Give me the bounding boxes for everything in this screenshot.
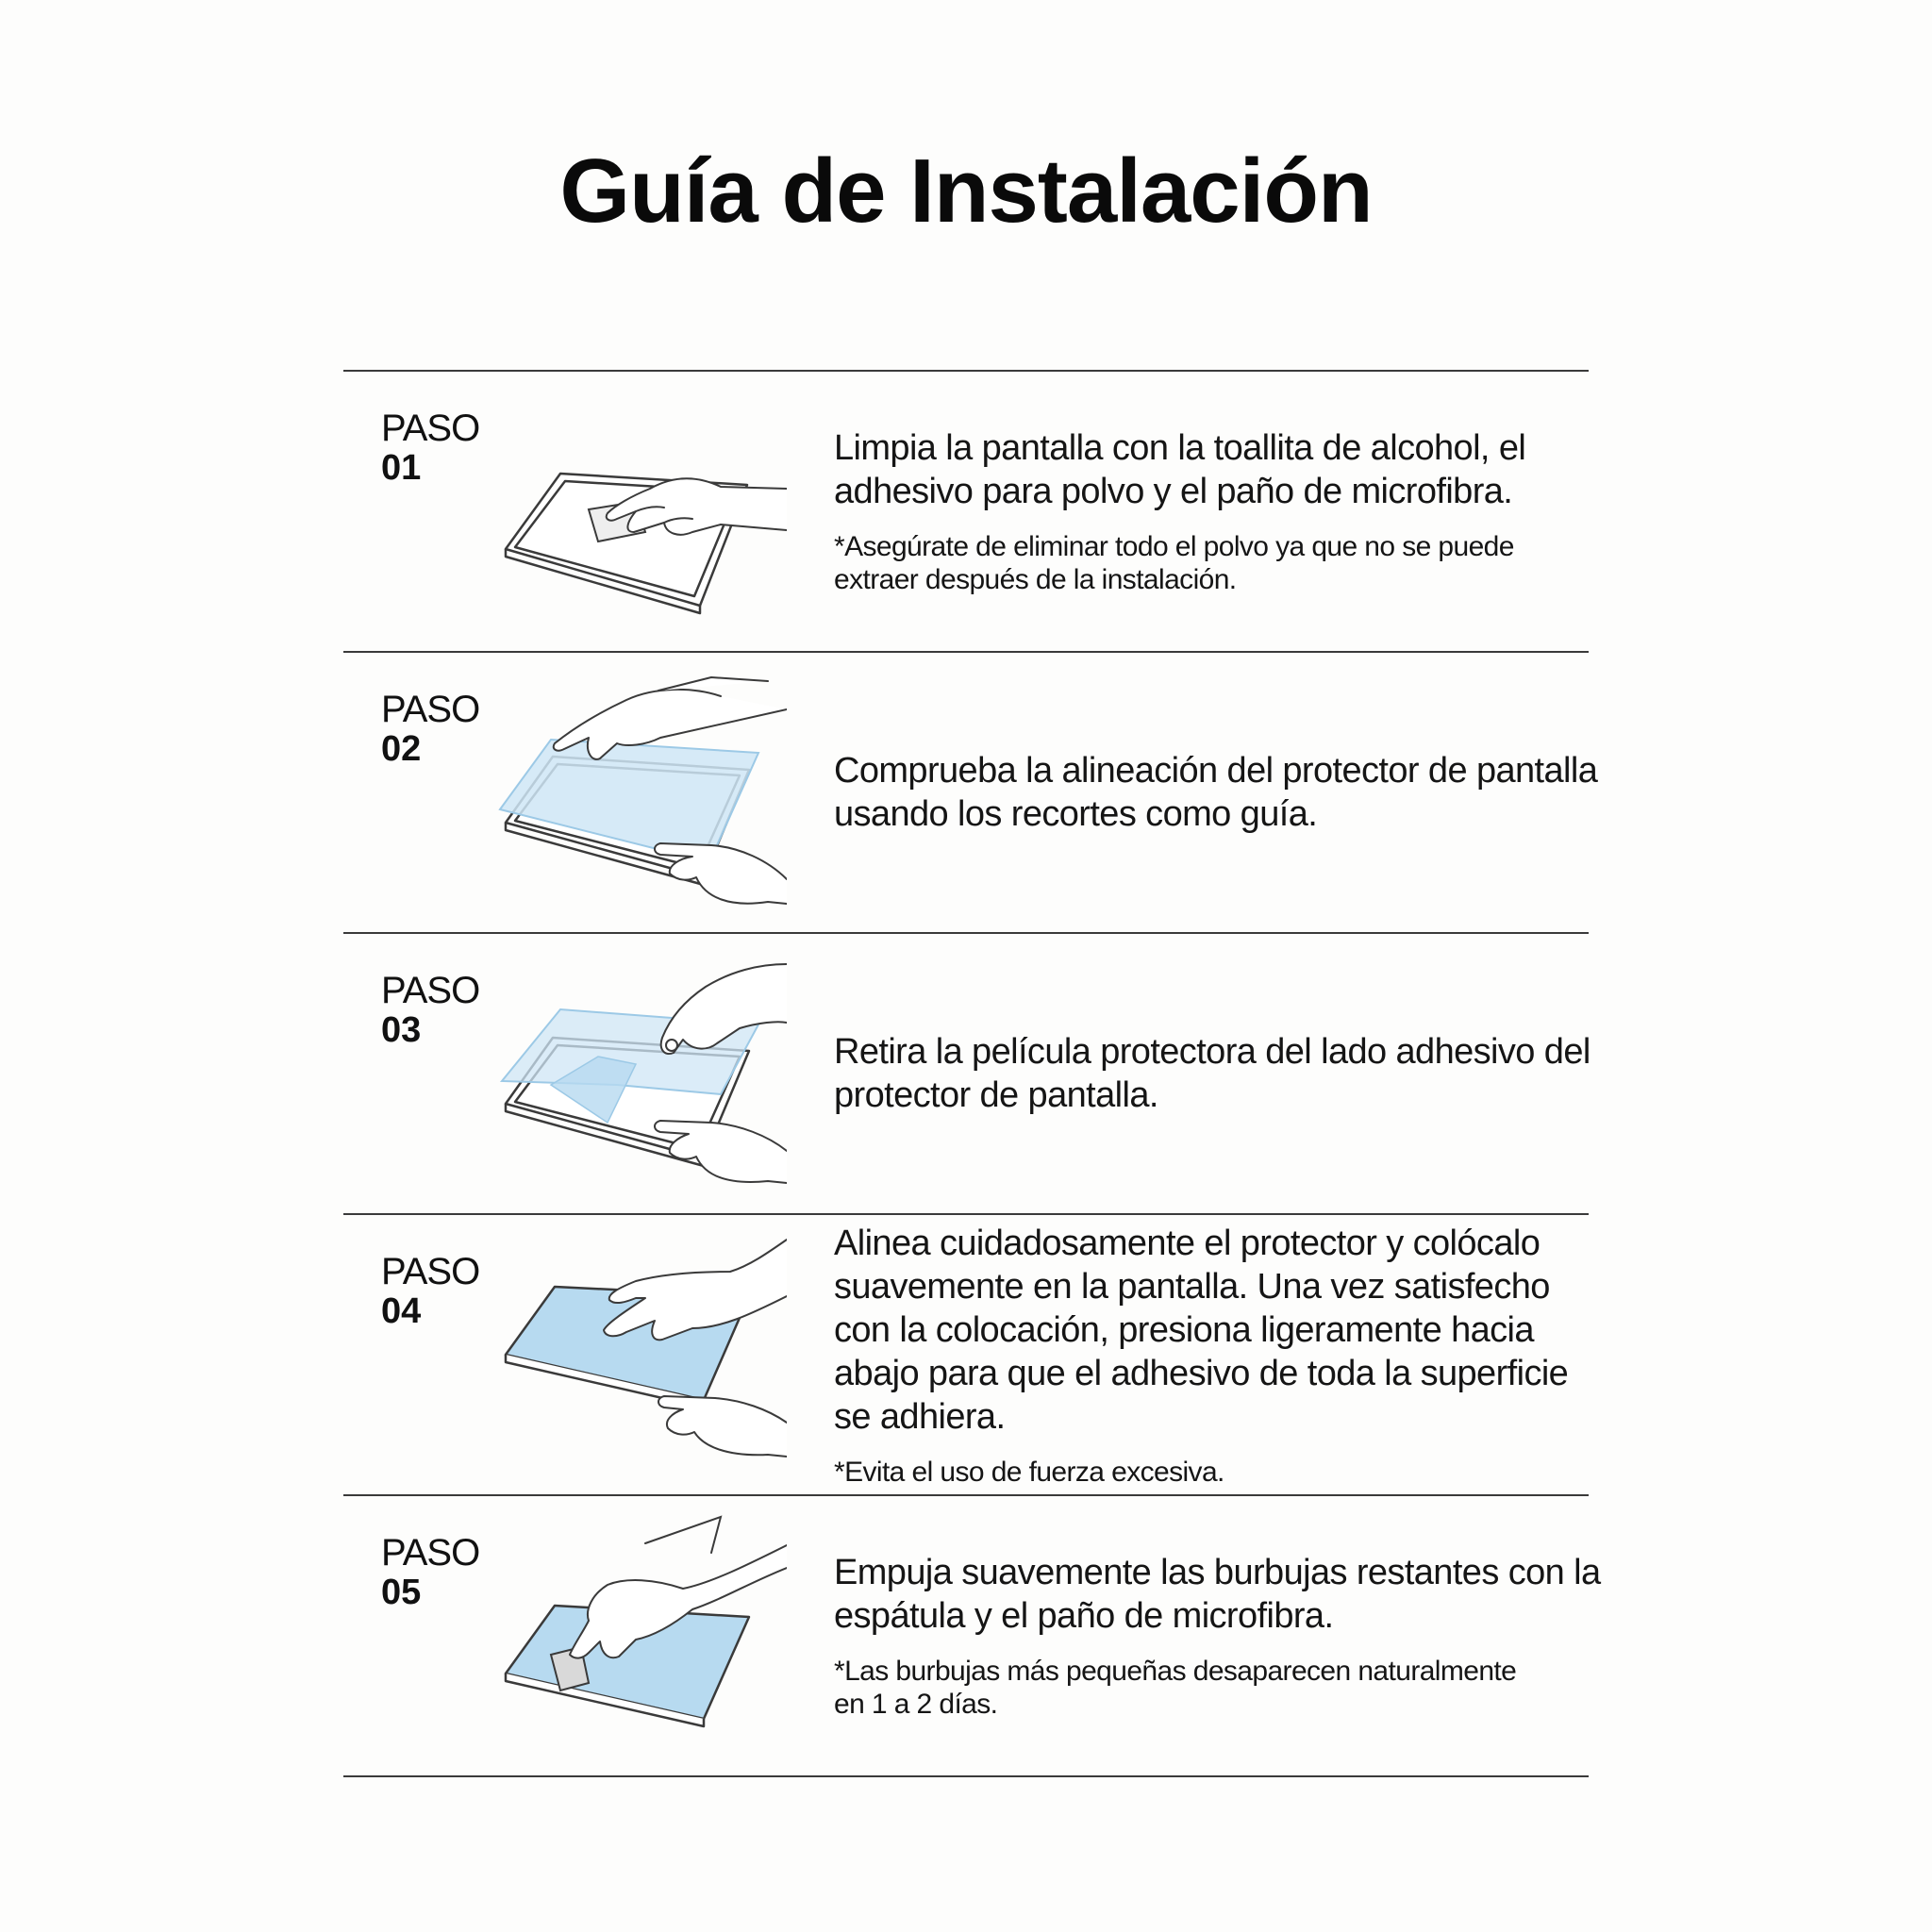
step-05 — [343, 1496, 1601, 1775]
step-03 — [343, 934, 1589, 1213]
step-paso-label: PASO — [381, 1251, 480, 1292]
step-02 — [343, 653, 1598, 932]
step-paso-label: PASO — [381, 970, 480, 1011]
step-text — [834, 653, 1607, 932]
apply-protector-illustration — [494, 1234, 787, 1479]
step-number: 02 — [381, 729, 422, 769]
step-instruction: Limpia la pantalla con la toallita de alcohol, el adhesivo para polvo y el paño de microfibra. — [834, 428, 1526, 511]
step-note: *Las burbujas más pequeñas desaparecen naturalmente en 1 a 2 días. — [834, 1656, 1517, 1720]
step-label — [381, 1532, 479, 1613]
step-04 — [343, 1215, 1589, 1494]
peel-film-illustration — [494, 953, 787, 1198]
step-01 — [343, 372, 1589, 651]
step-instruction: Alinea cuidadosamente el protector y colócalo suavemente en la pantalla. Una vez satisfecho con la colocación, presiona ligeramente hacia abajo para que el adhesivo de toda la superficie se adhiera. — [834, 1223, 1569, 1437]
step-instruction: Empuja suavemente las burbujas restantes con la espátula y el paño de microfibra. — [834, 1553, 1601, 1636]
step-paso-label: PASO — [381, 689, 480, 730]
step-text — [834, 1496, 1607, 1775]
step-note: *Evita el uso de fuerza excesiva. — [834, 1456, 1224, 1488]
step-number: 01 — [381, 448, 422, 488]
step-text — [834, 1215, 1607, 1494]
step-text — [834, 934, 1607, 1213]
step-instruction: Retira la película protectora del lado adhesivo del protector de pantalla. — [834, 1032, 1591, 1115]
step-label — [381, 408, 479, 489]
divider — [343, 1775, 1589, 1777]
step-number: 04 — [381, 1291, 422, 1331]
step-number: 05 — [381, 1573, 422, 1612]
squeegee-bubbles-illustration — [494, 1515, 787, 1760]
step-paso-label: PASO — [381, 408, 480, 449]
step-note: *Asegúrate de eliminar todo el polvo ya que no se puede extraer después de la instalación. — [834, 531, 1514, 595]
align-protector-illustration — [494, 672, 787, 917]
step-number: 03 — [381, 1010, 422, 1050]
step-label — [381, 1251, 479, 1332]
step-text — [834, 372, 1607, 651]
step-label — [381, 970, 479, 1051]
page-title: Guía de Instalación — [559, 141, 1373, 242]
step-paso-label: PASO — [381, 1532, 480, 1574]
wipe-screen-illustration — [494, 391, 787, 636]
step-label — [381, 689, 479, 770]
step-instruction: Comprueba la alineación del protector de pantalla usando los recortes como guía. — [834, 751, 1598, 834]
